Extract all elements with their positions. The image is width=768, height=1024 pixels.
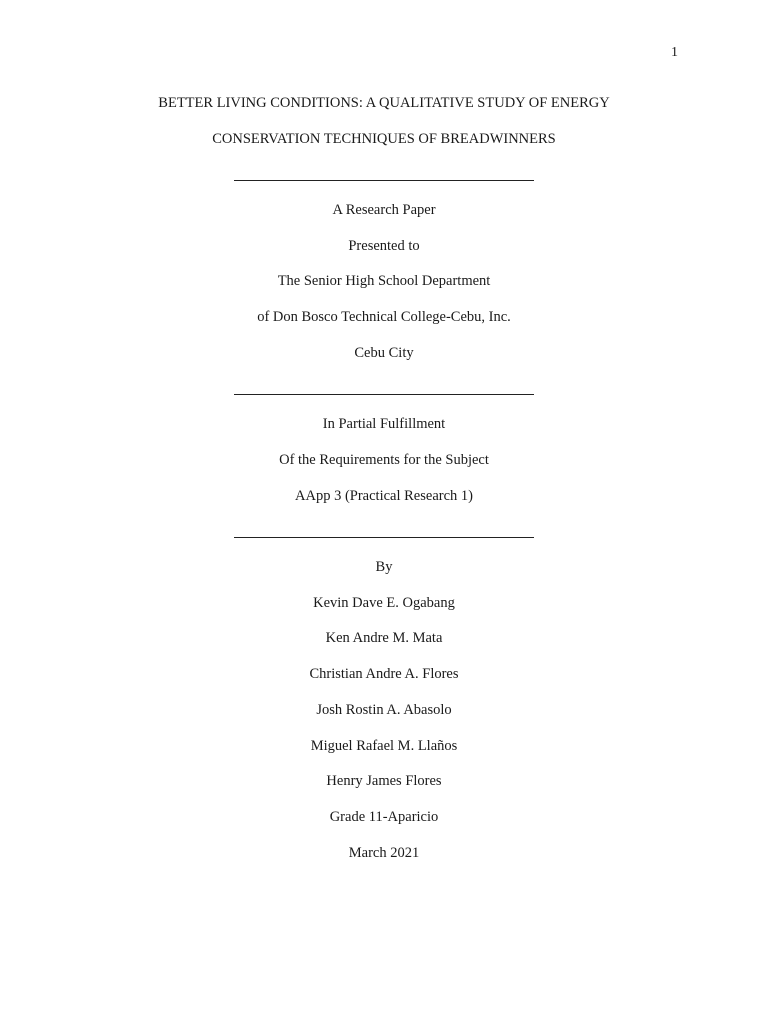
title-line-1: BETTER LIVING CONDITIONS: A QUALITATIVE STUDY OF ENERGY xyxy=(158,95,610,111)
divider-rule-2 xyxy=(234,394,534,395)
presentation-line-1: A Research Paper xyxy=(332,202,436,218)
author-name: Josh Rostin A. Abasolo xyxy=(316,702,452,718)
author-name: Henry James Flores xyxy=(326,773,442,789)
author-name: Christian Andre A. Flores xyxy=(309,666,459,682)
divider-rule-1 xyxy=(234,180,534,181)
presentation-line-2: Presented to xyxy=(348,238,420,254)
submission-date: March 2021 xyxy=(348,845,420,861)
fulfillment-line-2: Of the Requirements for the Subject xyxy=(279,452,489,468)
fulfillment-line-1: In Partial Fulfillment xyxy=(322,416,446,432)
title-line-2: CONSERVATION TECHNIQUES OF BREADWINNERS xyxy=(212,131,556,147)
presentation-line-4: of Don Bosco Technical College-Cebu, Inc. xyxy=(257,309,511,325)
by-label: By xyxy=(375,559,393,575)
author-name: Kevin Dave E. Ogabang xyxy=(313,595,455,611)
author-name: Ken Andre M. Mata xyxy=(325,630,443,646)
fulfillment-line-3: AApp 3 (Practical Research 1) xyxy=(295,488,473,504)
author-name: Miguel Rafael M. Llaños xyxy=(310,738,458,754)
page-number: 1 xyxy=(671,45,678,60)
section-name: Grade 11-Aparicio xyxy=(329,809,439,825)
presentation-line-3: The Senior High School Department xyxy=(277,273,491,289)
presentation-line-5: Cebu City xyxy=(354,345,414,361)
divider-rule-3 xyxy=(234,537,534,538)
